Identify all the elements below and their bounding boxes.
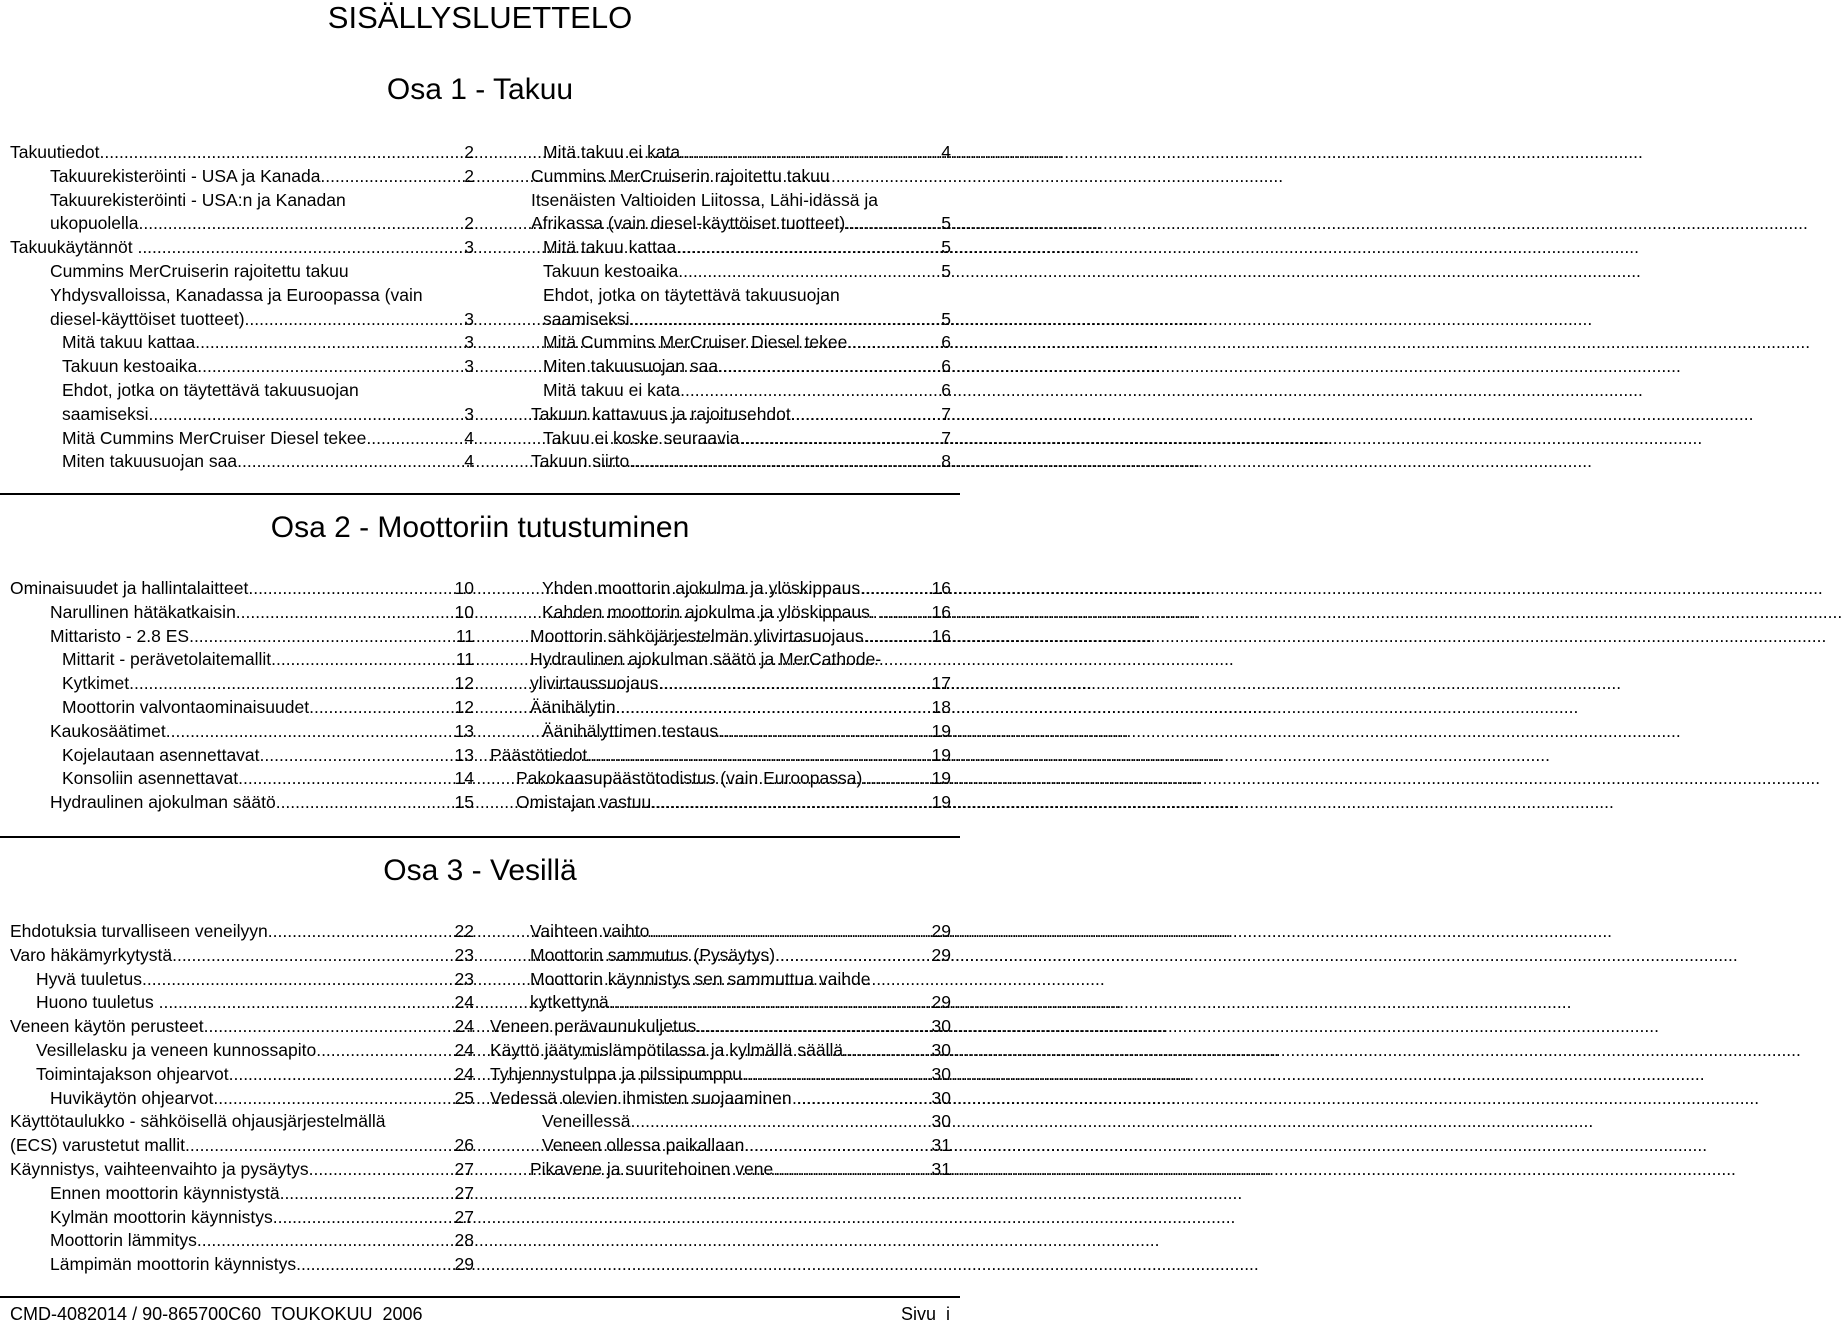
toc-entry[interactable] xyxy=(490,1087,951,1111)
toc-entry-title: (ECS) varustetut mallit. xyxy=(10,1135,190,1156)
toc-entry[interactable] xyxy=(10,1206,474,1230)
toc-dot-leader xyxy=(241,601,454,625)
toc-entry-title: Takuurekisteröinti - USA ja Kanada. xyxy=(50,165,326,186)
toc-entry-title: Kaukosäätimet. xyxy=(50,720,171,741)
toc-dot-leader xyxy=(663,672,930,696)
toc-entry[interactable] xyxy=(10,968,474,992)
toc-dot-leader xyxy=(202,1229,454,1253)
toc-dot-leader xyxy=(634,308,940,332)
toc-page-number: 6 xyxy=(941,332,951,353)
toc-entry[interactable] xyxy=(10,427,474,451)
toc-entry[interactable] xyxy=(490,791,951,815)
toc-dot-leader xyxy=(177,944,454,968)
toc-column-3-right xyxy=(490,920,951,1182)
toc-entry-title: Pakokaasupäästötodistus (vain Euroopassa) xyxy=(516,768,863,789)
toc-page-number: 29 xyxy=(931,944,951,965)
toc-entry[interactable] xyxy=(490,696,951,720)
toc-entry-title: Moottorin valvontaominaisuudet. xyxy=(62,696,314,717)
toc-dot-leader xyxy=(723,720,931,744)
toc-page-number: 27 xyxy=(454,1182,474,1203)
toc-entry-title: Narullinen hätäkatkaisin. xyxy=(50,601,241,622)
toc-entry[interactable] xyxy=(10,1158,474,1182)
toc-entry-title: Ominaisuudet ja hallintalaitteet. xyxy=(10,578,254,598)
toc-entry-text: Hydraulinen ajokulman säätö ja MerCathode- xyxy=(530,649,882,670)
toc-entry[interactable] xyxy=(490,744,951,768)
toc-page-number: 4 xyxy=(464,451,474,472)
toc-page-number: 31 xyxy=(931,1158,951,1179)
toc-page-number: 15 xyxy=(454,792,474,813)
toc-entry[interactable] xyxy=(10,625,474,649)
toc-dot-leader xyxy=(701,1015,930,1039)
toc-page-number: 24 xyxy=(454,1016,474,1037)
toc-page-number: 3 xyxy=(464,403,474,424)
toc-entry-title: Lämpimän moottorin käynnistys. xyxy=(50,1254,301,1275)
toc-entry[interactable] xyxy=(531,427,951,451)
toc-page-number: 17 xyxy=(931,673,951,694)
toc-dot-leader xyxy=(656,791,930,815)
toc-dot-leader xyxy=(202,355,463,379)
toc-page-number: 2 xyxy=(464,213,474,234)
toc-entry[interactable] xyxy=(10,1229,474,1253)
toc-page-number: 30 xyxy=(931,1063,951,1084)
toc-dot-leader xyxy=(801,1087,930,1111)
toc-entry[interactable] xyxy=(531,450,951,474)
toc-page-number: 5 xyxy=(941,308,951,329)
toc-page-number: 27 xyxy=(454,1158,474,1179)
toc-entry-title: Kahden moottorin ajokulma ja ylöskippaus. . xyxy=(542,601,885,622)
toc-dot-leader xyxy=(104,141,463,165)
toc-entry-title: kytkettynä. xyxy=(530,992,614,1013)
toc-entry-title: Mitä Cummins MerCruiser Diesel tekee. xyxy=(62,427,372,448)
toc-dot-leader xyxy=(843,1039,930,1063)
toc-entry-title: Moottorin sähköjärjestelmän ylivirtasuojaus. xyxy=(530,625,869,646)
toc-entry-title: Takuun kestoaika. xyxy=(543,260,684,281)
toc-dot-leader xyxy=(253,577,453,601)
toc-entry-title: ukopuolella. xyxy=(50,213,144,234)
toc-page-number: 30 xyxy=(931,1039,951,1060)
toc-entry-title: Mitä Cummins MerCruiser Diesel tekee. xyxy=(543,332,853,353)
toc-page-number: 6 xyxy=(941,356,951,377)
toc-dot-leader xyxy=(371,427,463,451)
toc-entry[interactable] xyxy=(10,308,474,332)
toc-dot-leader xyxy=(884,601,930,625)
toc-column-2-right xyxy=(490,577,951,815)
toc-page-number: 30 xyxy=(931,1111,951,1132)
toc-entry-title: Omistajan vastuu. xyxy=(516,792,657,813)
toc-entry[interactable] xyxy=(10,450,474,474)
toc-dot-leader xyxy=(635,1110,930,1134)
toc-entry[interactable] xyxy=(490,920,951,944)
toc-dot-leader xyxy=(171,720,454,744)
footer-page-label: Sivu i xyxy=(900,1304,950,1324)
toc-page-number: 6 xyxy=(941,379,951,400)
toc-page-number: 19 xyxy=(931,792,951,813)
toc-entry-title: Pikavene ja suuritehoinen vene. xyxy=(530,1158,779,1179)
toc-entry-title: Hyvä tuuletus. xyxy=(36,968,147,989)
toc-dot-leader xyxy=(314,696,454,720)
toc-dot-leader xyxy=(592,744,930,768)
toc-dot-leader xyxy=(683,260,940,284)
toc-entry-title: Kojelautaan asennettavat. xyxy=(62,744,265,765)
toc-entry[interactable] xyxy=(10,331,474,355)
section-divider-1 xyxy=(0,493,960,495)
toc-entry[interactable] xyxy=(490,1015,951,1039)
toc-entry-title: Mitä takuu ei kata. xyxy=(543,142,686,162)
toc-page-number: 25 xyxy=(454,1087,474,1108)
toc-entry[interactable] xyxy=(531,355,951,379)
toc-entry-text: Yhdysvalloissa, Kanadassa ja Euroopassa (vain xyxy=(50,284,423,305)
toc-entry[interactable] xyxy=(490,767,951,791)
toc-entry-title: Konsoliin asennettavat. xyxy=(62,768,243,789)
toc-dot-leader xyxy=(747,1063,931,1087)
toc-page-number: 16 xyxy=(931,601,951,622)
toc-entry-title: Varo häkämyrkytystä. xyxy=(10,944,177,965)
toc-entry[interactable] xyxy=(490,720,951,744)
toc-page-number: 19 xyxy=(931,744,951,765)
toc-column-2-left xyxy=(10,577,474,815)
toc-dot-leader xyxy=(278,1206,454,1230)
toc-page-number: 16 xyxy=(931,625,951,646)
toc-column-1-right xyxy=(531,141,951,474)
toc-entry-title: Äänihälyttimen testaus. xyxy=(542,720,723,741)
toc-dot-leader xyxy=(153,403,463,427)
toc-entry-text: Cummins MerCruiserin rajoitettu takuu xyxy=(50,260,349,281)
toc-entry[interactable] xyxy=(10,791,474,815)
toc-entry[interactable] xyxy=(10,355,474,379)
toc-entry[interactable] xyxy=(531,308,951,332)
toc-dot-leader xyxy=(654,920,930,944)
toc-page-number: 11 xyxy=(455,649,474,670)
toc-dot-leader xyxy=(852,331,940,355)
section-heading-1: Osa 1 - Takuu xyxy=(386,73,574,106)
toc-entry-title: Kylmän moottorin käynnistys. xyxy=(50,1206,278,1227)
toc-column-1-left xyxy=(10,141,474,474)
toc-page-number: 13 xyxy=(454,720,474,741)
toc-dot-leader xyxy=(634,450,940,474)
toc-page-number: 29 xyxy=(931,921,951,941)
toc-entry[interactable] xyxy=(531,236,951,260)
toc-dot-leader xyxy=(685,379,940,403)
toc-page-number: 8 xyxy=(941,451,951,472)
toc-dot-leader xyxy=(865,577,931,601)
section-heading-2: Osa 2 - Moottoriin tutustuminen xyxy=(270,511,690,544)
toc-column-3-left xyxy=(10,920,474,1277)
toc-page-number: 11 xyxy=(455,625,474,646)
toc-page-number: 30 xyxy=(931,1087,951,1108)
toc-entry[interactable] xyxy=(10,141,474,165)
toc-page-number: 13 xyxy=(454,744,474,765)
toc-entry-title: Miten takuusuojan saa. xyxy=(62,451,242,472)
toc-page-number: 24 xyxy=(454,1039,474,1060)
toc-page-number: 2 xyxy=(464,165,474,186)
toc-dot-leader xyxy=(868,625,930,649)
toc-dot-leader xyxy=(325,165,463,189)
toc-entry[interactable] xyxy=(10,944,474,968)
toc-dot-leader xyxy=(163,991,453,1015)
toc-dot-leader xyxy=(723,355,940,379)
toc-page-number: 14 xyxy=(454,768,474,789)
toc-dot-leader xyxy=(208,1015,453,1039)
toc-entry-title: Vedessä olevien ihmisten suojaaminen . xyxy=(490,1087,802,1108)
toc-entry-title: Huvikäytön ohjearvot. xyxy=(50,1087,219,1108)
toc-entry-title: Ehdotuksia turvalliseen veneilyyn. xyxy=(10,921,273,941)
toc-dot-leader xyxy=(218,1087,453,1111)
toc-entry-title: Veneen perävaunukuljetus. xyxy=(490,1016,702,1037)
toc-entry-title: diesel-käyttöiset tuotteet). xyxy=(50,308,250,329)
toc-entry-title: Takuun siirto. xyxy=(531,451,635,472)
toc-entry[interactable] xyxy=(10,696,474,720)
toc-entry-title: Takuun kestoaika. xyxy=(62,356,203,377)
toc-entry[interactable] xyxy=(10,577,474,601)
toc-entry[interactable] xyxy=(10,601,474,625)
toc-entry-title: Afrikassa (vain diesel-käyttöiset tuotteet). xyxy=(531,213,851,234)
toc-entry[interactable] xyxy=(10,165,474,189)
toc-page-number: 26 xyxy=(454,1135,474,1156)
toc-dot-leader xyxy=(249,308,463,332)
footer-doc-code: CMD-4082014 / 90-865700C60 TOUKOKUU 2006 xyxy=(10,1304,423,1324)
toc-dot-leader xyxy=(264,744,453,768)
toc-dot-leader xyxy=(744,427,940,451)
toc-entry-title: Veneen käytön perusteet. xyxy=(10,1016,209,1037)
toc-entry[interactable] xyxy=(531,331,951,355)
toc-entry[interactable] xyxy=(490,1110,951,1134)
toc-entry-title: Takuutiedot. xyxy=(10,142,105,162)
toc-entry-title: Veneen ollessa paikallaan. xyxy=(542,1135,750,1156)
toc-page-number: 4 xyxy=(941,142,951,162)
toc-page-number: 10 xyxy=(454,578,474,598)
toc-entry[interactable] xyxy=(10,236,474,260)
toc-entry[interactable] xyxy=(531,403,951,427)
toc-page-number: 22 xyxy=(454,921,474,941)
toc-page-number: 29 xyxy=(454,1254,474,1275)
toc-dot-leader xyxy=(281,791,454,815)
toc-entry[interactable] xyxy=(10,920,474,944)
toc-dot-leader xyxy=(862,767,930,791)
toc-page-number: 16 xyxy=(931,578,951,598)
toc-entry[interactable] xyxy=(10,403,474,427)
toc-page-number: 30 xyxy=(931,1016,951,1037)
toc-dot-leader xyxy=(243,767,454,791)
toc-page-number: 3 xyxy=(464,332,474,353)
toc-page-number: 29 xyxy=(931,992,951,1013)
toc-entry[interactable] xyxy=(10,991,474,1015)
toc-page-number: 19 xyxy=(931,720,951,741)
toc-entry-title: Käyttö jäätymislämpötilassa ja kylmällä säällä xyxy=(490,1039,844,1060)
toc-page-number: 24 xyxy=(454,1063,474,1084)
toc-page-number: 5 xyxy=(941,237,951,258)
toc-entry-title: Mittaristo - 2.8 ES. xyxy=(50,625,194,646)
toc-entry[interactable] xyxy=(490,601,951,625)
toc-entry[interactable] xyxy=(10,1087,474,1111)
toc-entry[interactable] xyxy=(490,1039,951,1063)
toc-entry[interactable] xyxy=(531,141,951,165)
toc-page-number: 23 xyxy=(454,944,474,965)
toc-entry[interactable] xyxy=(10,1039,474,1063)
toc-dot-leader xyxy=(614,991,931,1015)
toc-dot-leader xyxy=(301,1253,454,1277)
toc-dot-leader xyxy=(276,648,455,672)
toc-page-number: 18 xyxy=(931,696,951,717)
toc-entry-title: Huono tuuletus . xyxy=(36,992,164,1013)
toc-entry-title: Mitä takuu kattaa. xyxy=(543,237,682,258)
toc-entry-title: Moottorin lämmitys. xyxy=(50,1230,202,1251)
toc-entry[interactable] xyxy=(490,991,951,1015)
toc-entry-title: Vaihteen vaihto. xyxy=(530,921,655,941)
toc-dot-leader xyxy=(273,920,454,944)
section-heading-3: Osa 3 - Vesillä xyxy=(383,854,577,887)
toc-page-number: 12 xyxy=(454,696,474,717)
toc-entry-title: Ennen moottorin käynnistystä. xyxy=(50,1182,285,1203)
toc-dot-leader xyxy=(749,1134,930,1158)
toc-entry-title: Käynnistys, vaihteenvaihto ja pysäytys. xyxy=(10,1158,314,1179)
toc-page-number: 23 xyxy=(454,968,474,989)
toc-dot-leader xyxy=(321,1039,453,1063)
toc-entry[interactable] xyxy=(490,1158,951,1182)
toc-entry-title: Vesillelasku ja veneen kunnossapito. xyxy=(36,1039,322,1060)
toc-dot-leader xyxy=(620,696,930,720)
toc-entry-title: Kytkimet. xyxy=(62,673,134,694)
toc-page-number: 27 xyxy=(454,1206,474,1227)
toc-dot-leader xyxy=(143,212,463,236)
toc-entry[interactable] xyxy=(10,720,474,744)
toc-entry-title: Toimintajakson ohjearvot. xyxy=(36,1063,234,1084)
toc-entry-title: Mitä takuu kattaa. xyxy=(62,332,201,353)
toc-entry[interactable] xyxy=(10,212,474,236)
toc-page-number: 3 xyxy=(464,356,474,377)
toc-entry[interactable] xyxy=(490,944,951,968)
toc-entry[interactable] xyxy=(531,379,951,403)
toc-entry-title: Takuun kattavuus ja rajoitusehdot. xyxy=(531,403,796,424)
toc-page-number: 3 xyxy=(464,237,474,258)
toc-page-number: 12 xyxy=(454,673,474,694)
toc-entry-title: Takuukäytännöt . xyxy=(10,237,143,258)
toc-entry[interactable] xyxy=(490,577,951,601)
toc-dot-leader xyxy=(147,968,454,992)
toc-entry[interactable] xyxy=(10,1015,474,1039)
footer-rule xyxy=(0,1296,960,1298)
toc-page-number: 4 xyxy=(464,427,474,448)
toc-entry-title: Hydraulinen ajokulman säätö. xyxy=(50,792,281,813)
toc-page-number: 31 xyxy=(931,1135,951,1156)
toc-entry[interactable] xyxy=(490,625,951,649)
toc-page-number: 28 xyxy=(454,1230,474,1251)
toc-entry-text: Itsenäisten Valtioiden Liitossa, Lähi-idässä ja xyxy=(531,189,878,210)
toc-page-number: 7 xyxy=(941,427,951,448)
toc-page-number: 5 xyxy=(941,213,951,234)
toc-page-number: 3 xyxy=(464,308,474,329)
toc-entry-title: Veneillessä. xyxy=(542,1111,636,1132)
toc-entry-title: Moottorin sammutus (Pysäytys). xyxy=(530,944,780,965)
toc-entry-title: Takuu ei koske seuraavia. xyxy=(543,427,745,448)
toc-entry-title: Äänihälytin. xyxy=(530,696,621,717)
toc-entry[interactable] xyxy=(490,672,951,696)
page-title: SISÄLLYSLUETTELO xyxy=(327,0,633,35)
toc-entry-text: Takuurekisteröinti - USA:n ja Kanadan xyxy=(50,189,346,210)
toc-dot-leader xyxy=(284,1182,453,1206)
toc-entry-title: Mitä takuu ei kata. xyxy=(543,379,686,400)
toc-entry-title: saamiseksi. xyxy=(543,308,635,329)
toc-dot-leader xyxy=(134,672,454,696)
toc-dot-leader xyxy=(778,1158,930,1182)
toc-entry-title: Miten takuusuojan saa. xyxy=(543,356,723,377)
toc-entry[interactable] xyxy=(10,672,474,696)
toc-entry[interactable] xyxy=(10,1063,474,1087)
toc-entry[interactable] xyxy=(10,767,474,791)
toc-dot-leader xyxy=(242,450,463,474)
toc-dot-leader xyxy=(850,212,940,236)
toc-dot-leader xyxy=(200,331,463,355)
toc-page-number: 19 xyxy=(931,768,951,789)
toc-entry-title: ylivirtaussuojaus. xyxy=(530,673,664,694)
toc-entry[interactable] xyxy=(531,260,951,284)
toc-page-number: 7 xyxy=(941,403,951,424)
toc-dot-leader xyxy=(780,944,931,968)
toc-dot-leader xyxy=(314,1158,454,1182)
section-divider-2 xyxy=(0,836,960,838)
toc-dot-leader xyxy=(190,1134,454,1158)
toc-entry-text: Ehdot, jotka on täytettävä takuusuojan xyxy=(543,284,840,305)
toc-entry[interactable] xyxy=(531,212,951,236)
toc-entry[interactable] xyxy=(10,1253,474,1277)
toc-entry-title: Tyhjennystulppa ja pilssipumppu. xyxy=(490,1063,747,1084)
toc-entry-title: saamiseksi. xyxy=(62,403,154,424)
toc-dot-leader xyxy=(796,403,941,427)
toc-page-number: 24 xyxy=(454,992,474,1013)
toc-page-number: 2 xyxy=(464,142,474,162)
toc-entry[interactable] xyxy=(490,1134,951,1158)
toc-page-number: 10 xyxy=(454,601,474,622)
toc-dot-leader xyxy=(142,236,463,260)
toc-dot-leader xyxy=(681,236,940,260)
toc-entry[interactable] xyxy=(10,1182,474,1206)
toc-page-number: 5 xyxy=(941,260,951,281)
toc-entry[interactable] xyxy=(10,1134,474,1158)
toc-entry-title: Mittarit - perävetolaitemallit. xyxy=(62,649,276,670)
toc-entry-title: Yhden moottorin ajokulma ja ylöskippaus. xyxy=(542,578,865,598)
toc-dot-leader xyxy=(233,1063,453,1087)
toc-dot-leader xyxy=(194,625,455,649)
toc-entry-text: Moottorin käynnistys sen sammuttua vaihde xyxy=(530,968,871,989)
toc-entry[interactable] xyxy=(490,1063,951,1087)
toc-entry-text: Cummins MerCruiserin rajoitettu takuu xyxy=(531,165,830,186)
toc-entry[interactable] xyxy=(10,744,474,768)
toc-entry-title: Päästötiedot. xyxy=(490,744,593,765)
toc-dot-leader xyxy=(685,141,940,165)
toc-entry-text: Käyttötaulukko - sähköisellä ohjausjärjestelmällä xyxy=(10,1111,386,1132)
toc-entry[interactable] xyxy=(10,648,474,672)
toc-entry-text: Ehdot, jotka on täytettävä takuusuojan xyxy=(62,379,359,400)
